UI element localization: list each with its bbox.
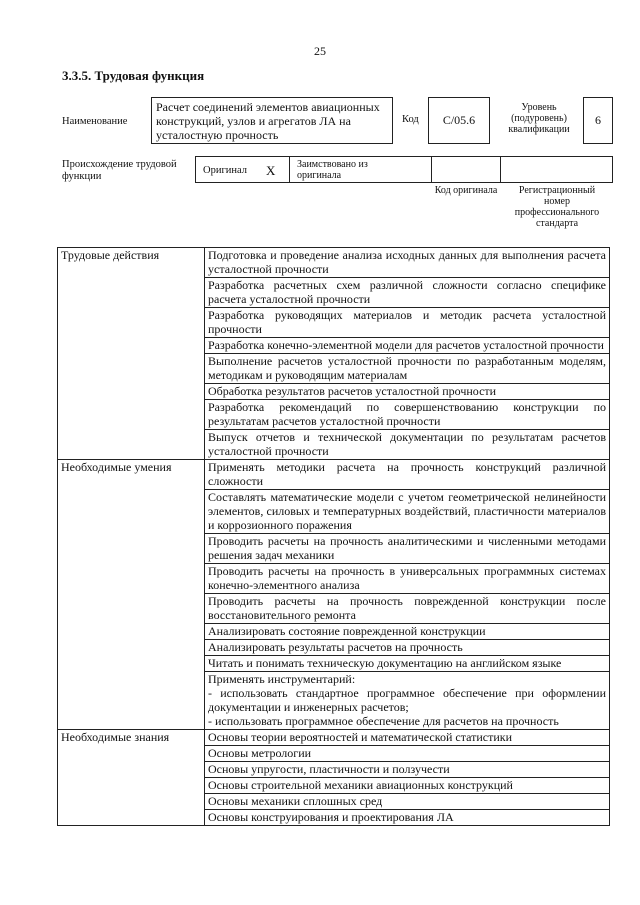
- table-row: [58, 730, 610, 746]
- table-row: [58, 460, 610, 490]
- required-skill-item: Применять инструментарий: - использовать стандартное программное обеспечение при оформлении документации и инженерных расчетов; - использовать программное обеспечение для расчетов на прочность: [205, 672, 610, 730]
- section-title-labor-action: Трудовые действия: [58, 248, 205, 460]
- level-label: Уровень (подуровень) квалификации: [508, 102, 570, 135]
- required-knowledge-item: Основы конструирования и проектирования ЛА: [205, 810, 610, 826]
- labor-action-item: Разработка расчетных схем различной сложности согласно специфике расчета усталостной прочности: [205, 278, 610, 308]
- function-name-box: [151, 97, 393, 144]
- required-skill-item: Проводить расчеты на прочность в универсальных программных системах конечно-элементного анализа: [205, 564, 610, 594]
- code-label: Код: [402, 114, 419, 125]
- required-knowledge-item: Основы упругости, пластичности и ползучести: [205, 762, 610, 778]
- labor-action-item: Выпуск отчетов и технической документации по результатам расчетов усталостной прочности: [205, 430, 610, 460]
- required-skill-item: Проводить расчеты на прочность поврежденной конструкции после восстановительного ремонта: [205, 594, 610, 624]
- section-title-required-knowledge: Необходимые знания: [58, 730, 205, 826]
- required-knowledge-item: Основы теории вероятностей и математической статистики: [205, 730, 610, 746]
- required-skill-item: Применять методики расчета на прочность конструкций различной сложности: [205, 460, 610, 490]
- function-details-table: [57, 247, 610, 826]
- level-box: [583, 97, 613, 144]
- level-value: 6: [595, 113, 601, 127]
- required-skill-item: Проводить расчеты на прочность аналитическими и численными методами решения задач механики: [205, 534, 610, 564]
- code-box: [428, 97, 490, 144]
- code-value: C/05.6: [442, 113, 476, 127]
- origin-label: Происхождение трудовой функции: [62, 159, 177, 182]
- borrowed-cell: [289, 156, 432, 183]
- required-knowledge-item: Основы механики сплошных сред: [205, 794, 610, 810]
- section-title: 3.3.5. Трудовая функция: [62, 68, 205, 83]
- required-skill-item: Составлять математические модели с учетом геометрической нелинейности элементов, силовых и температурных воздействий, пластичности материалов и коррозионного поражения: [205, 490, 610, 534]
- labor-action-item: Разработка конечно-элементной модели для расчетов усталостной прочности: [205, 338, 610, 354]
- name-label: Наименование: [62, 116, 128, 127]
- required-skill-item: Анализировать результаты расчетов на прочность: [205, 640, 610, 656]
- required-knowledge-item: Основы строительной механики авиационных конструкций: [205, 778, 610, 794]
- original-code-cell: [431, 156, 501, 183]
- registration-number-caption: Регистрационный номер профессионального стандарта: [514, 185, 600, 229]
- page-number: 25: [314, 44, 326, 58]
- required-knowledge-item: Основы метрологии: [205, 746, 610, 762]
- borrowed-label: Заимствовано из оригинала: [297, 159, 368, 181]
- table-row: [58, 248, 610, 278]
- labor-action-item: Выполнение расчетов усталостной прочности по разработанным моделям, методикам и руководящим материалам: [205, 354, 610, 384]
- section-title-required-skill: Необходимые умения: [58, 460, 205, 730]
- labor-action-item: Разработка рекомендаций по совершенствованию конструкции по результатам расчетов усталостной прочности: [205, 400, 610, 430]
- required-skill-item: Анализировать состояние поврежденной конструкции: [205, 624, 610, 640]
- original-cell: [195, 156, 290, 183]
- required-skill-item: Читать и понимать техническую документацию на английском языке: [205, 656, 610, 672]
- labor-action-item: Разработка руководящих материалов и методик расчета усталостной прочности: [205, 308, 610, 338]
- original-code-caption: Код оригинала: [434, 185, 498, 196]
- labor-action-item: Подготовка и проведение анализа исходных данных для выполнения расчета усталостной прочности: [205, 248, 610, 278]
- original-label: Оригинал: [203, 165, 247, 176]
- labor-action-item: Обработка результатов расчетов усталостной прочности: [205, 384, 610, 400]
- registration-number-cell: [500, 156, 613, 183]
- function-name-value: Расчет соединений элементов авиационных конструкций, узлов и агрегатов ЛА на усталостную прочность: [156, 100, 380, 142]
- original-mark: X: [266, 163, 276, 178]
